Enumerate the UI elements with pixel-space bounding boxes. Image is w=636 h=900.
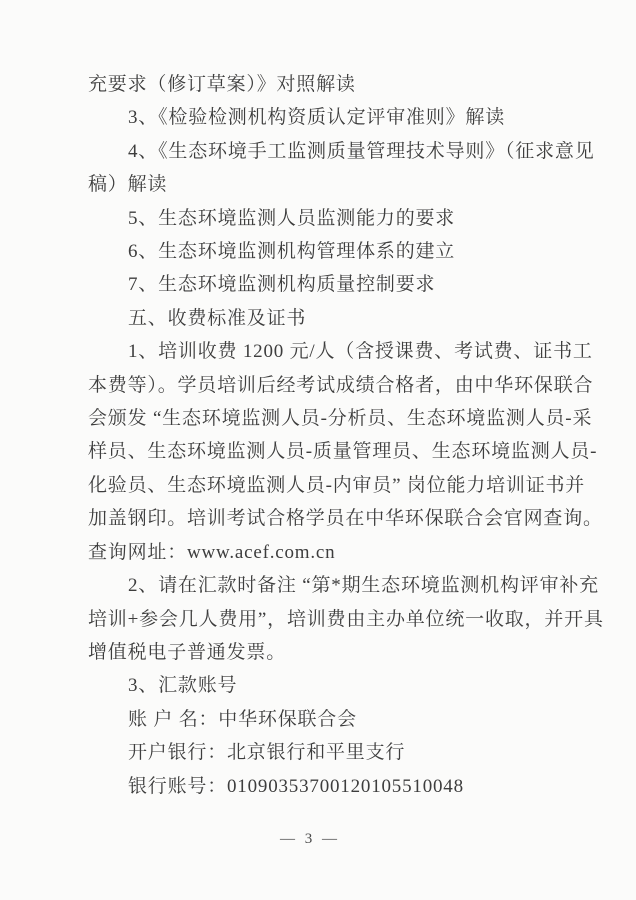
document-line-url: 查询网址：www.acef.com.cn: [88, 541, 336, 563]
document-body: [88, 68, 604, 803]
document-line-account-name: 账 户 名：中华环保联合会: [128, 708, 357, 730]
document-line: 6、生态环境监测机构管理体系的建立: [128, 241, 456, 263]
document-line: 稿）解读: [88, 174, 168, 196]
document-line-bank-account: 银行账号：01090353700120105510048: [128, 775, 464, 797]
document-line: 7、生态环境监测机构质量控制要求: [128, 274, 436, 296]
document-line: 充要求（修订草案）》对照解读: [88, 74, 356, 95]
document-line: 会颁发 “生态环境监测人员-分析员、生态环境监测人员-采: [88, 408, 593, 430]
document-line: 增值税电子普通发票。: [88, 641, 287, 663]
document-line: 2、请在汇款时备注 “第*期生态环境监测机构评审补充: [128, 575, 599, 597]
document-line: 1、培训收费 1200 元/人（含授课费、考试费、证书工: [128, 341, 593, 363]
document-line: 本费等）。学员培训后经考试成绩合格者，由中华环保联合: [88, 374, 594, 396]
document-line: 加盖钢印。培训考试合格学员在中华环保联合会官网查询。: [88, 508, 603, 530]
document-line-bank-name: 开户银行：北京银行和平里支行: [128, 742, 406, 764]
document-line: 3、汇款账号: [128, 675, 238, 697]
document-line: 3、《检验检测机构资质认定评审准则》解读: [128, 107, 506, 129]
document-line: 培训+参会几人费用”，培训费由主办单位统一收取，并开具: [88, 608, 604, 630]
document-line: 5、生态环境监测人员监测能力的要求: [128, 207, 456, 229]
page-number: — 3 —: [280, 831, 340, 847]
document-line: 样员、生态环境监测人员-质量管理员、生态环境监测人员-: [88, 441, 598, 463]
document-line: 4、《生态环境手工监测质量管理技术导则》（征求意见: [128, 140, 595, 162]
document-line: 化验员、生态环境监测人员-内审员” 岗位能力培训证书并: [88, 474, 586, 496]
document-section-heading: 五、收费标准及证书: [128, 307, 307, 329]
